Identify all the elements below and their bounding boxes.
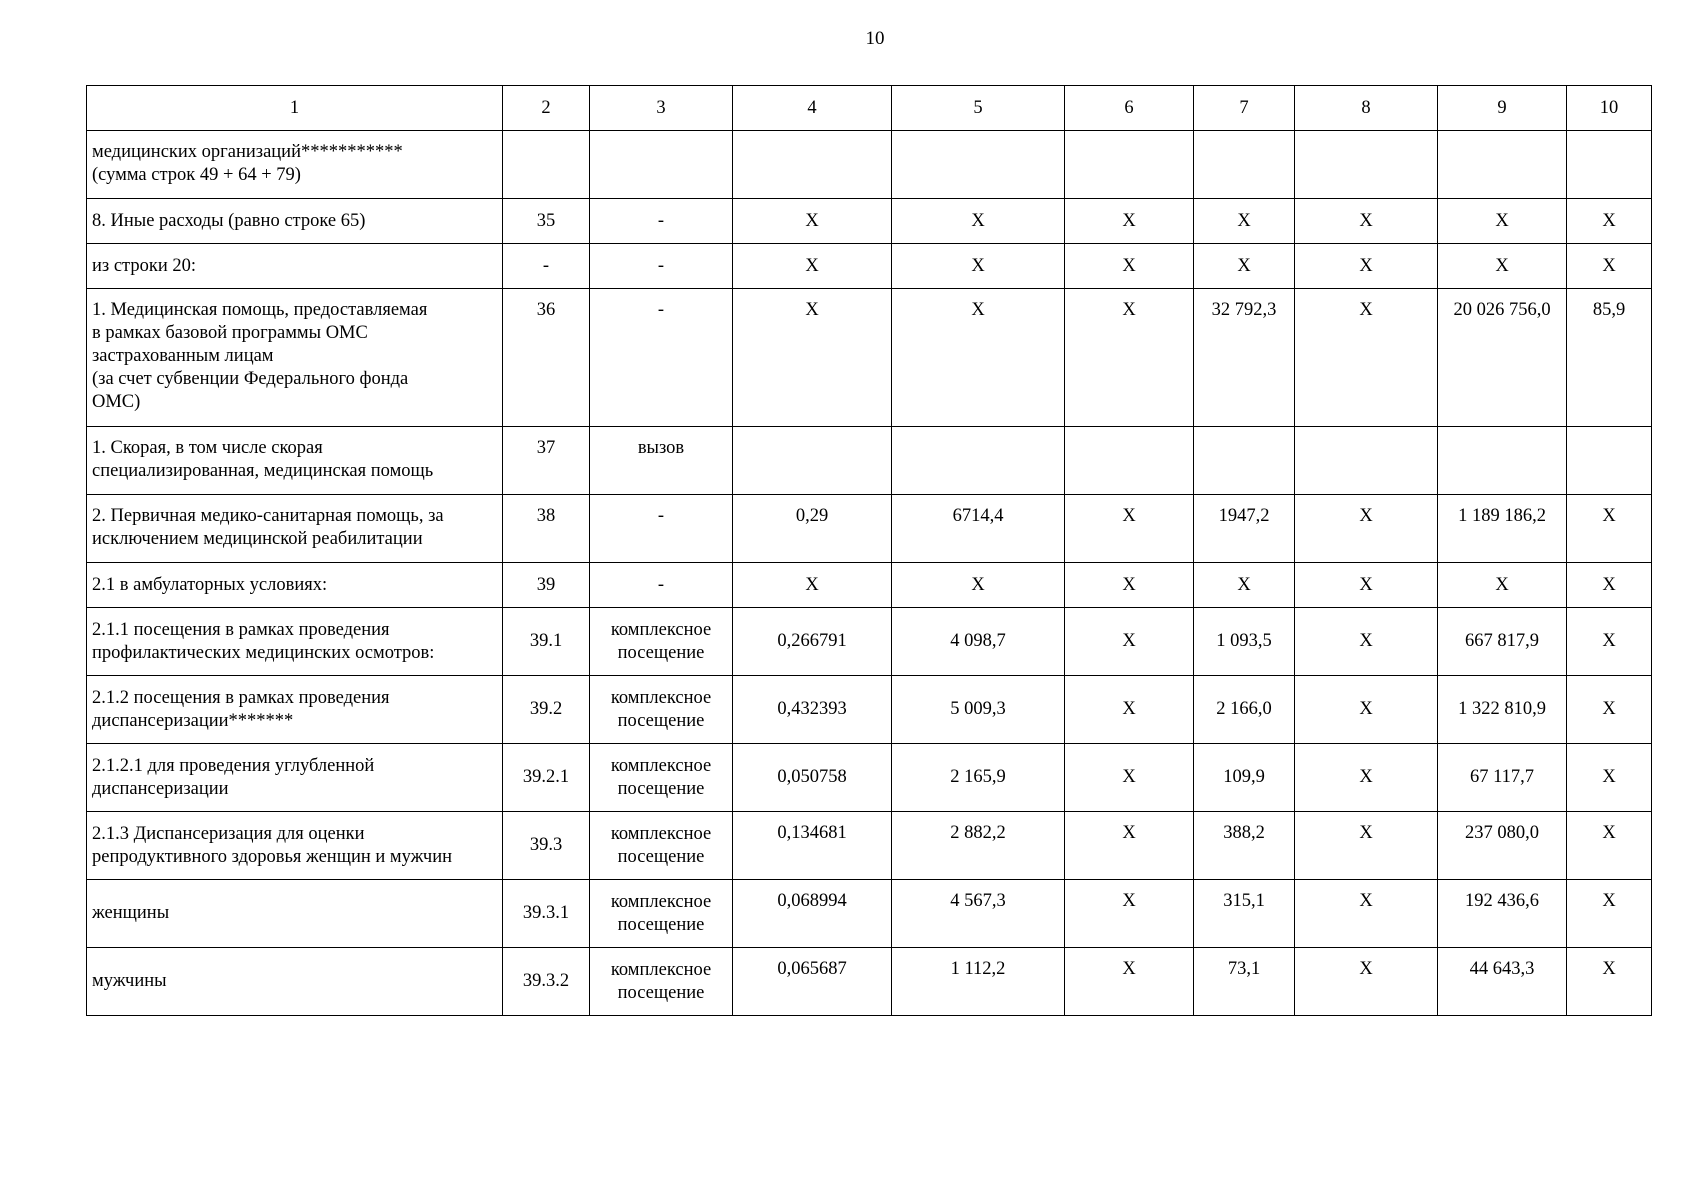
row-number: 36 — [503, 289, 590, 427]
value-cell: 2 882,2 — [892, 812, 1065, 880]
value-cell: X — [1438, 199, 1567, 244]
value-cell: X — [733, 244, 892, 289]
value-cell: 67 117,7 — [1438, 744, 1567, 812]
value-cell: X — [892, 199, 1065, 244]
expenses-table — [86, 85, 1652, 1016]
row-label: мужчины — [87, 948, 503, 1016]
value-cell: X — [1065, 812, 1194, 880]
value-cell: X — [1567, 744, 1652, 812]
header-cell: 2 — [503, 86, 590, 131]
value-cell — [1065, 131, 1194, 199]
value-cell: 44 643,3 — [1438, 948, 1567, 1016]
value-cell: X — [733, 199, 892, 244]
value-cell: X — [733, 289, 892, 427]
value-cell: 4 098,7 — [892, 608, 1065, 676]
value-cell: X — [1194, 244, 1295, 289]
row-number: 39.1 — [503, 608, 590, 676]
unit-cell: вызов — [590, 427, 733, 495]
table-row — [87, 289, 1652, 427]
value-cell: 388,2 — [1194, 812, 1295, 880]
row-number: 39 — [503, 563, 590, 608]
row-label: 2.1.1 посещения в рамках проведения профилактических медицинских осмотров: — [87, 608, 503, 676]
value-cell — [1065, 427, 1194, 495]
value-cell: X — [1065, 289, 1194, 427]
value-cell: 1 112,2 — [892, 948, 1065, 1016]
header-cell: 9 — [1438, 86, 1567, 131]
value-cell: X — [1295, 563, 1438, 608]
value-cell: X — [1295, 812, 1438, 880]
row-label: 1. Скорая, в том числе скорая специализированная, медицинская помощь — [87, 427, 503, 495]
row-number: 35 — [503, 199, 590, 244]
value-cell: 5 009,3 — [892, 676, 1065, 744]
value-cell: 109,9 — [1194, 744, 1295, 812]
value-cell: X — [1567, 563, 1652, 608]
value-cell: X — [1065, 948, 1194, 1016]
header-cell: 1 — [87, 86, 503, 131]
value-cell: 0,29 — [733, 495, 892, 563]
value-cell: X — [1295, 948, 1438, 1016]
value-cell: X — [1194, 199, 1295, 244]
value-cell: 0,134681 — [733, 812, 892, 880]
unit-cell: - — [590, 244, 733, 289]
row-label: 2.1.3 Диспансеризация для оценки репродуктивного здоровья женщин и мужчин — [87, 812, 503, 880]
value-cell: X — [1295, 676, 1438, 744]
table-row — [87, 131, 1652, 199]
header-cell: 10 — [1567, 86, 1652, 131]
value-cell: 20 026 756,0 — [1438, 289, 1567, 427]
value-cell: X — [1065, 744, 1194, 812]
unit-cell: комплексное посещение — [590, 608, 733, 676]
value-cell: X — [1295, 495, 1438, 563]
value-cell: X — [1065, 495, 1194, 563]
value-cell: 6714,4 — [892, 495, 1065, 563]
value-cell: X — [892, 289, 1065, 427]
row-label: 2. Первичная медико-санитарная помощь, за исключением медицинской реабилитации — [87, 495, 503, 563]
value-cell: 85,9 — [1567, 289, 1652, 427]
value-cell: 0,050758 — [733, 744, 892, 812]
value-cell: X — [1065, 244, 1194, 289]
value-cell — [1567, 131, 1652, 199]
value-cell: X — [1567, 608, 1652, 676]
value-cell — [1567, 427, 1652, 495]
value-cell: X — [1567, 495, 1652, 563]
table-header-row — [87, 86, 1652, 131]
value-cell: 0,432393 — [733, 676, 892, 744]
value-cell: X — [733, 563, 892, 608]
table-row — [87, 676, 1652, 744]
value-cell — [892, 427, 1065, 495]
row-label: 8. Иные расходы (равно строке 65) — [87, 199, 503, 244]
value-cell: X — [1065, 608, 1194, 676]
value-cell: X — [1567, 948, 1652, 1016]
unit-cell: комплексное посещение — [590, 744, 733, 812]
row-number: 39.2.1 — [503, 744, 590, 812]
table-row — [87, 948, 1652, 1016]
value-cell: 1 093,5 — [1194, 608, 1295, 676]
value-cell: 1947,2 — [1194, 495, 1295, 563]
header-cell: 8 — [1295, 86, 1438, 131]
row-label: 2.1.2 посещения в рамках проведения диспансеризации******* — [87, 676, 503, 744]
table-row — [87, 563, 1652, 608]
value-cell: X — [1438, 244, 1567, 289]
value-cell: X — [892, 244, 1065, 289]
value-cell — [1295, 131, 1438, 199]
unit-cell: комплексное посещение — [590, 948, 733, 1016]
value-cell — [1438, 131, 1567, 199]
value-cell: 192 436,6 — [1438, 880, 1567, 948]
value-cell — [1194, 427, 1295, 495]
value-cell: X — [1567, 880, 1652, 948]
row-number: 39.3.2 — [503, 948, 590, 1016]
table-row — [87, 427, 1652, 495]
row-label: женщины — [87, 880, 503, 948]
value-cell: X — [1065, 676, 1194, 744]
table-row — [87, 495, 1652, 563]
row-label: 2.1 в амбулаторных условиях: — [87, 563, 503, 608]
value-cell: X — [1567, 812, 1652, 880]
value-cell: X — [1194, 563, 1295, 608]
value-cell: X — [1295, 244, 1438, 289]
row-number — [503, 131, 590, 199]
row-number: - — [503, 244, 590, 289]
value-cell: X — [1295, 608, 1438, 676]
header-cell: 5 — [892, 86, 1065, 131]
value-cell: 1 189 186,2 — [1438, 495, 1567, 563]
value-cell: 32 792,3 — [1194, 289, 1295, 427]
value-cell — [1438, 427, 1567, 495]
row-number: 39.3 — [503, 812, 590, 880]
value-cell: X — [1295, 199, 1438, 244]
value-cell — [892, 131, 1065, 199]
unit-cell: - — [590, 563, 733, 608]
header-cell: 4 — [733, 86, 892, 131]
row-label: 2.1.2.1 для проведения углубленной диспансеризации — [87, 744, 503, 812]
value-cell: 1 322 810,9 — [1438, 676, 1567, 744]
header-cell: 7 — [1194, 86, 1295, 131]
value-cell: X — [1567, 676, 1652, 744]
unit-cell: комплексное посещение — [590, 880, 733, 948]
row-label: из строки 20: — [87, 244, 503, 289]
unit-cell: - — [590, 199, 733, 244]
table-row — [87, 880, 1652, 948]
value-cell: X — [1567, 244, 1652, 289]
unit-cell: - — [590, 289, 733, 427]
table-row — [87, 744, 1652, 812]
value-cell: 667 817,9 — [1438, 608, 1567, 676]
value-cell — [1194, 131, 1295, 199]
value-cell — [733, 131, 892, 199]
value-cell: 73,1 — [1194, 948, 1295, 1016]
value-cell: 4 567,3 — [892, 880, 1065, 948]
value-cell: X — [892, 563, 1065, 608]
header-cell: 6 — [1065, 86, 1194, 131]
value-cell — [1295, 427, 1438, 495]
value-cell: X — [1295, 289, 1438, 427]
value-cell: 2 166,0 — [1194, 676, 1295, 744]
unit-cell — [590, 131, 733, 199]
row-label: медицинских организаций*********** (сумма строк 49 + 64 + 79) — [87, 131, 503, 199]
value-cell: 0,065687 — [733, 948, 892, 1016]
value-cell — [733, 427, 892, 495]
table-row — [87, 608, 1652, 676]
value-cell: X — [1065, 880, 1194, 948]
row-number: 39.2 — [503, 676, 590, 744]
table-row — [87, 812, 1652, 880]
value-cell: 0,266791 — [733, 608, 892, 676]
value-cell: X — [1065, 563, 1194, 608]
row-number: 37 — [503, 427, 590, 495]
value-cell: 0,068994 — [733, 880, 892, 948]
value-cell: X — [1295, 880, 1438, 948]
value-cell: 315,1 — [1194, 880, 1295, 948]
header-cell: 3 — [590, 86, 733, 131]
value-cell: 237 080,0 — [1438, 812, 1567, 880]
value-cell: X — [1438, 563, 1567, 608]
table-row — [87, 244, 1652, 289]
unit-cell: - — [590, 495, 733, 563]
table-row — [87, 199, 1652, 244]
value-cell: 2 165,9 — [892, 744, 1065, 812]
unit-cell: комплексное посещение — [590, 676, 733, 744]
value-cell: X — [1065, 199, 1194, 244]
unit-cell: комплексное посещение — [590, 812, 733, 880]
row-number: 38 — [503, 495, 590, 563]
row-label: 1. Медицинская помощь, предоставляемая в рамках базовой программы ОМС застрахованным лицам (за счет субвенции Федерального фонда ОМС) — [87, 289, 503, 427]
page-number: 10 — [865, 28, 885, 49]
row-number: 39.3.1 — [503, 880, 590, 948]
value-cell: X — [1567, 199, 1652, 244]
value-cell: X — [1295, 744, 1438, 812]
